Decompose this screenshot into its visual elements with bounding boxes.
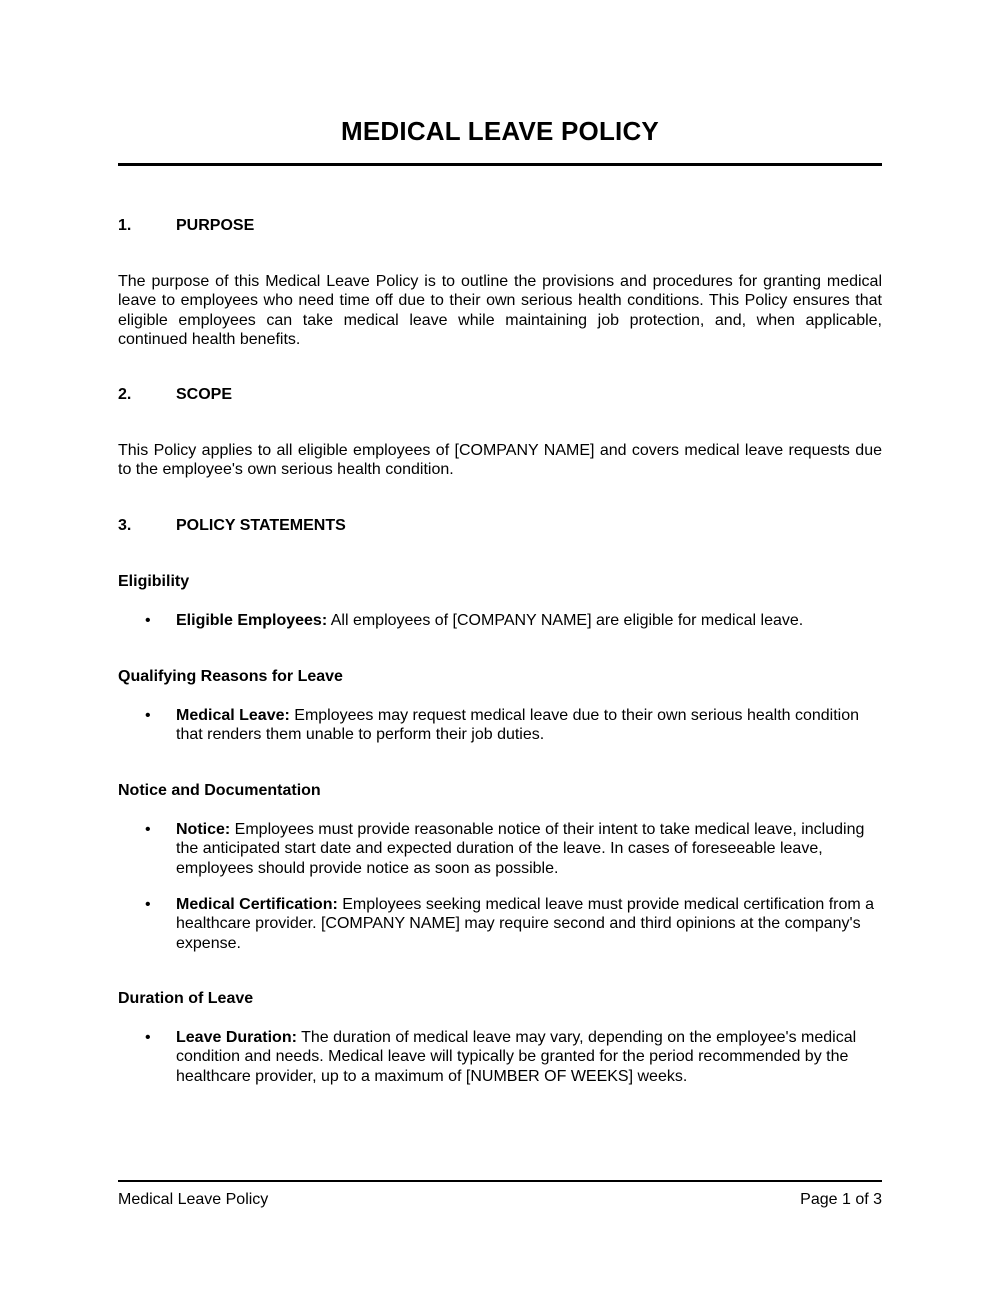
list-item — [118, 895, 882, 953]
item-text: Employees must provide reasonable notice of their intent to take medical leave, including the anticipated start date and expected duration of the leave. In cases of foreseeable leave, employees should provide notice as soon as possible. — [176, 821, 865, 877]
list-item — [118, 820, 882, 878]
section-heading-policy-statements — [118, 516, 346, 535]
section-title: PURPOSE — [176, 217, 255, 234]
section-number: 2. — [118, 386, 132, 403]
item-lead: Leave Duration: — [176, 1029, 297, 1046]
subheading-duration-of-leave: Duration of Leave — [118, 990, 254, 1007]
list-item — [118, 706, 882, 745]
document-title: MEDICAL LEAVE POLICY — [341, 116, 659, 146]
subheading-notice-documentation: Notice and Documentation — [118, 782, 321, 799]
item-text: The duration of medical leave may vary, depending on the employee's medical condition and needs. Medical leave will typically be granted for the period recommended by the healthcare provider, up to a maximum of [NUMBER OF WEEKS] weeks. — [176, 1029, 857, 1085]
bullet-icon: • — [145, 821, 151, 838]
list-item — [118, 611, 882, 630]
section-number: 1. — [118, 217, 132, 234]
item-text: Employees may request medical leave due to their own serious health condition that renders them unable to perform their job duties. — [176, 707, 860, 744]
section-heading-purpose — [118, 216, 254, 235]
section-heading-scope — [118, 385, 232, 404]
bullet-icon: • — [145, 707, 151, 724]
item-lead: Eligible Employees: — [176, 612, 328, 629]
subheading-qualifying-reasons: Qualifying Reasons for Leave — [118, 668, 343, 685]
title-divider — [118, 163, 882, 166]
item-lead: Notice: — [176, 821, 231, 838]
item-lead: Medical Leave: — [176, 707, 290, 724]
item-lead: Medical Certification: — [176, 896, 338, 913]
bullet-icon: • — [145, 1029, 151, 1046]
item-text: Employees seeking medical leave must provide medical certification from a healthcare provider. [COMPANY NAME] may require second and third opinions at the company's expense. — [176, 896, 875, 952]
footer-page-number: Page 1 of 3 — [800, 1191, 882, 1208]
scope-paragraph: This Policy applies to all eligible employees of [COMPANY NAME] and covers medical leave requests due to the employee's own serious health condition. — [118, 442, 882, 479]
purpose-paragraph: The purpose of this Medical Leave Policy is to outline the provisions and procedures for granting medical leave to employees who need time off due to their own serious health conditions. This Policy ensures that eligible employees can take medical leave while maintaining job protection, and, when applicable, continued health benefits. — [118, 273, 882, 348]
bullet-icon: • — [145, 896, 151, 913]
list-item — [118, 1028, 882, 1086]
bullet-icon: • — [145, 612, 151, 629]
footer-document-name: Medical Leave Policy — [118, 1191, 269, 1208]
section-title: SCOPE — [176, 386, 233, 403]
section-number: 3. — [118, 517, 132, 534]
section-title: POLICY STATEMENTS — [176, 517, 346, 534]
subheading-eligibility: Eligibility — [118, 573, 190, 590]
item-text: All employees of [COMPANY NAME] are eligible for medical leave. — [327, 612, 804, 629]
footer-divider — [118, 1180, 882, 1182]
